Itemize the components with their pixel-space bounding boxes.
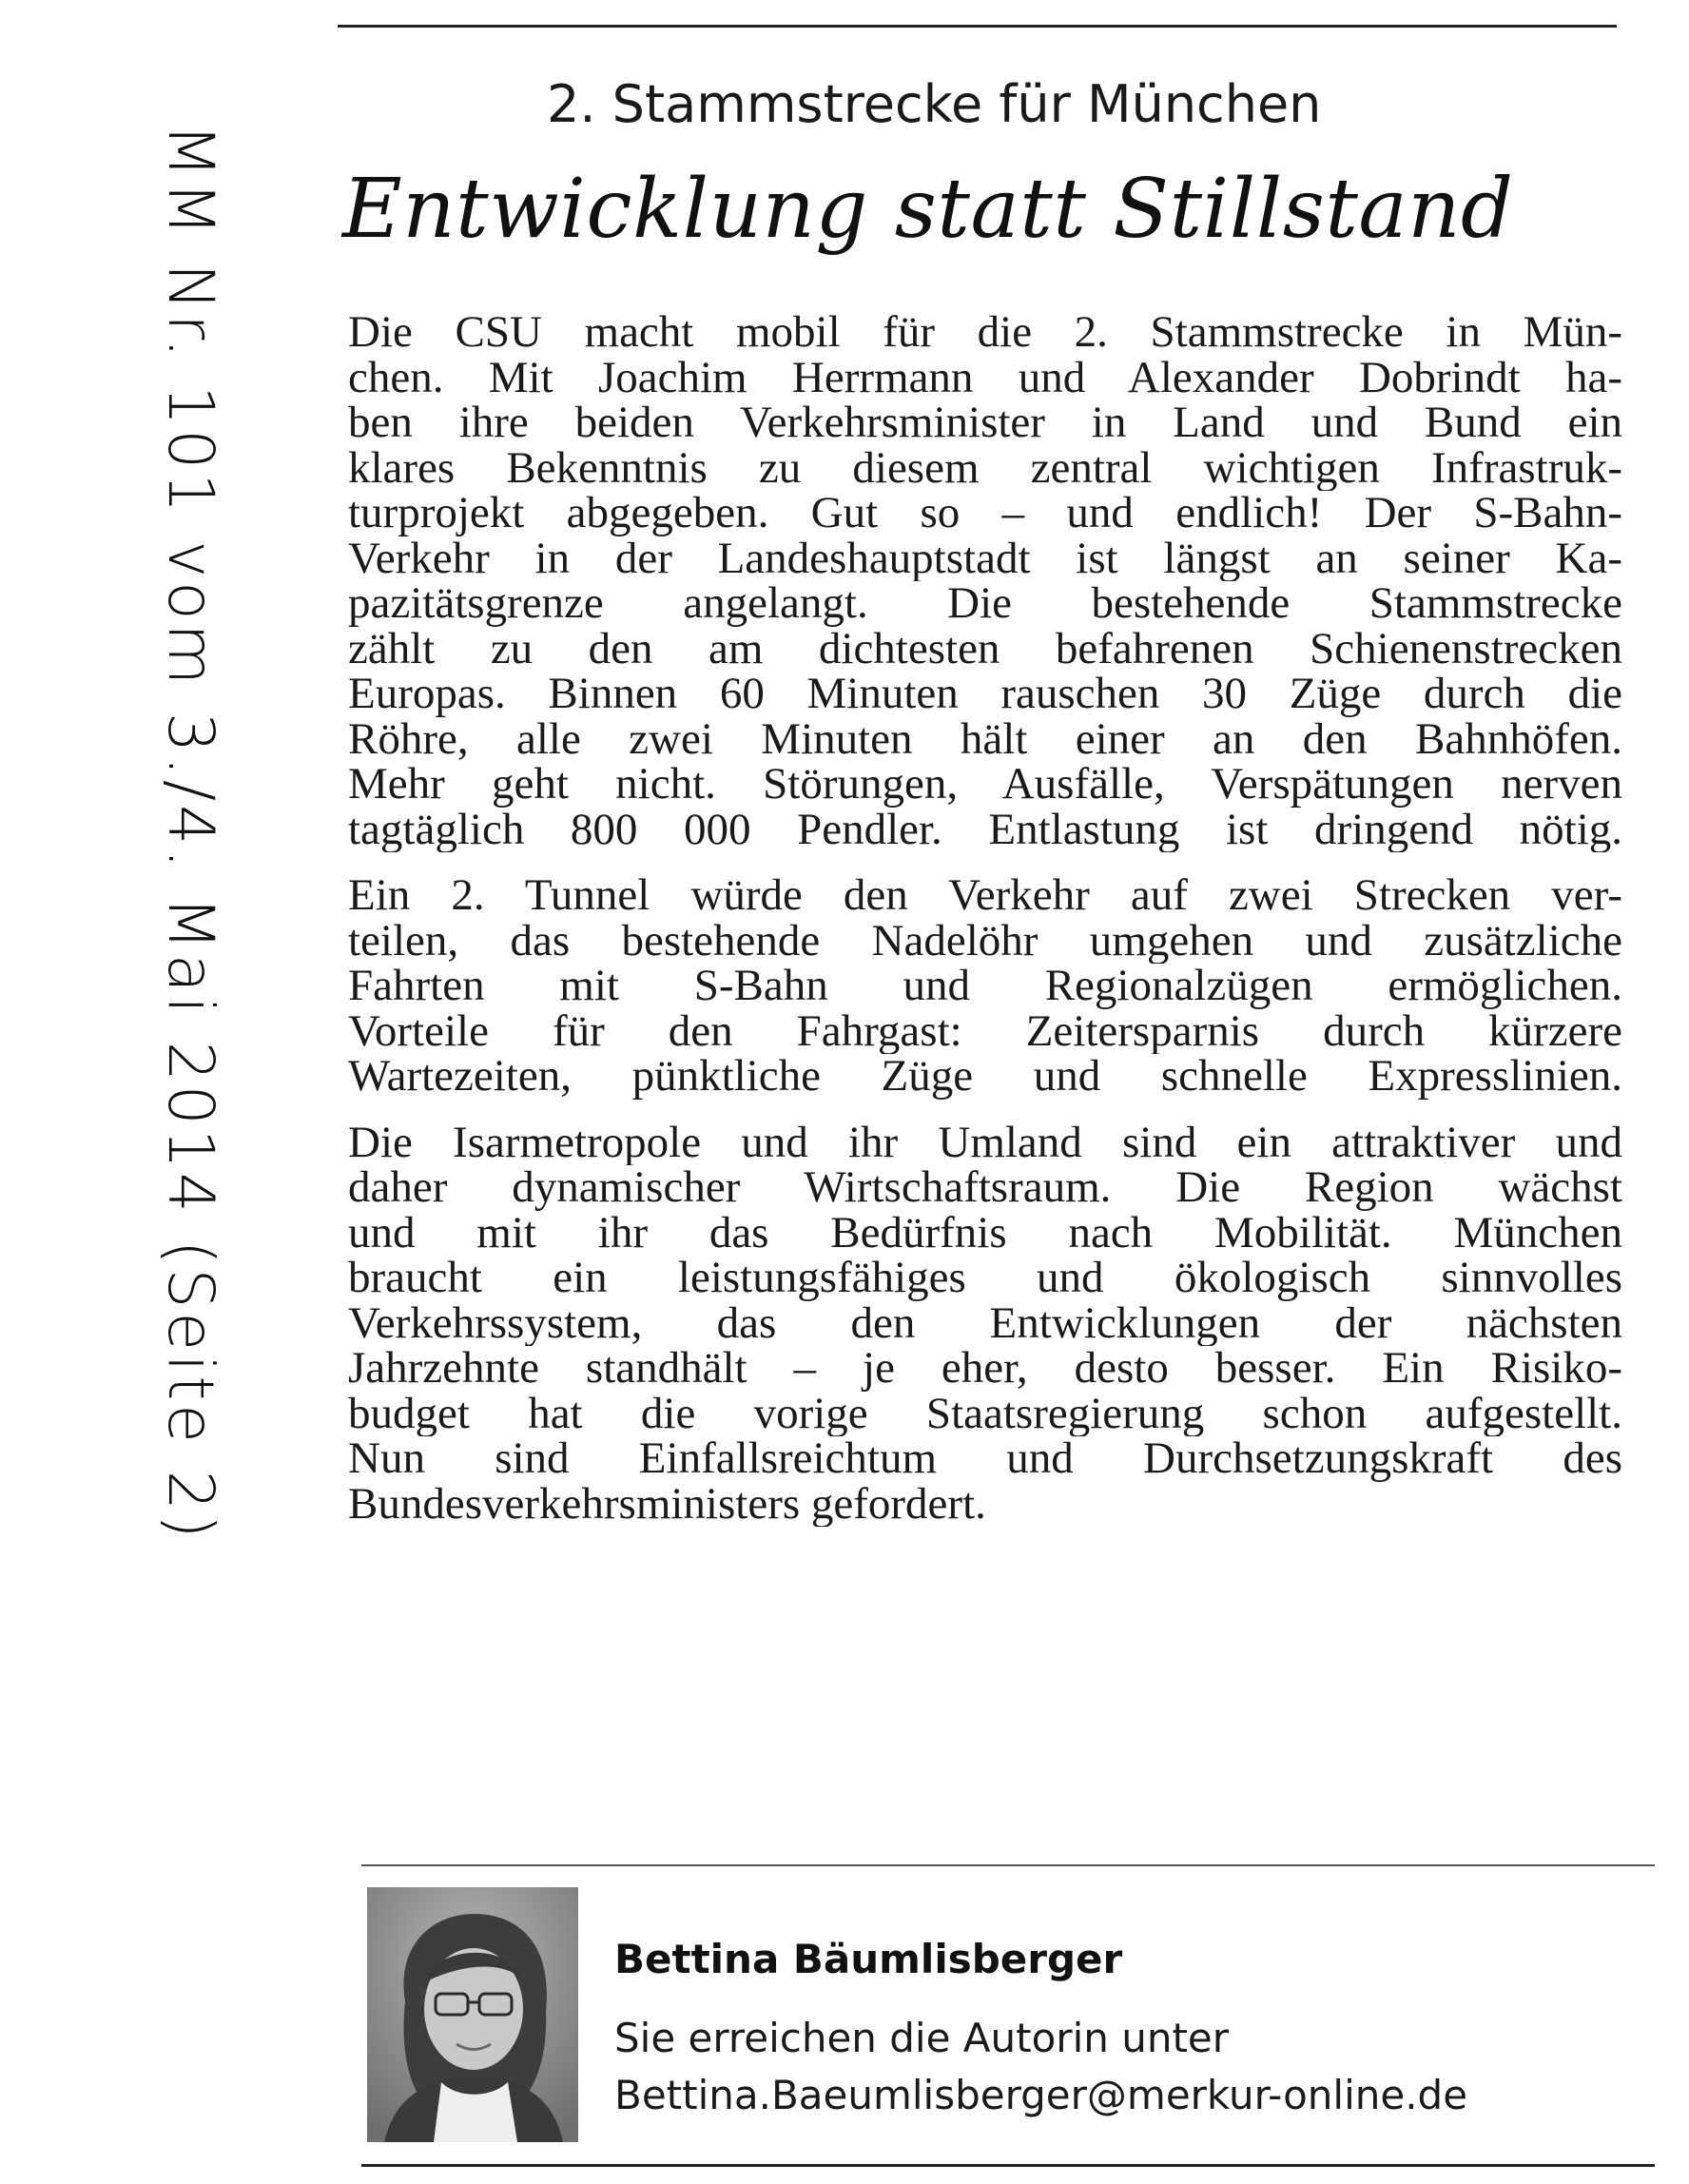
article-kicker: 2. Stammstrecke für München <box>547 74 1322 134</box>
text-line: Jahrzehnte standhält – je eher, desto besser. Ein Risiko- <box>348 1346 1622 1392</box>
text-line: braucht ein leistungsfähiges und ökologisch sinnvolles <box>348 1256 1622 1301</box>
author-photo <box>367 1887 578 2142</box>
text-line: Bundesverkehrsministers gefordert. <box>348 1481 986 1527</box>
text-line: und mit ihr das Bedürfnis nach Mobilität. München <box>348 1210 1622 1256</box>
article-body <box>348 310 1622 1548</box>
text-line: Die CSU macht mobil für die 2. Stammstrecke in Mün- <box>348 310 1622 356</box>
author-divider <box>361 1864 1655 1866</box>
text-line: Fahrten mit S-Bahn und Regionalzügen ermöglichen. <box>348 964 1622 1009</box>
text-line: chen. Mit Joachim Herrmann und Alexander Dobrindt ha- <box>348 355 1622 400</box>
text-line: Verkehrssystem, das den Entwicklungen der nächsten <box>348 1300 1622 1346</box>
text-line: tagtäglich 800 000 Pendler. Entlastung ist dringend nötig. <box>348 807 1622 852</box>
article-paragraph-1 <box>348 310 1622 852</box>
text-line: daher dynamischer Wirtschaftsraum. Die Region wächst <box>348 1165 1622 1211</box>
text-line: budget hat die vorige Staatsregierung schon aufgestellt. <box>348 1391 1622 1436</box>
top-rule <box>338 25 1617 28</box>
article-paragraph-3 <box>348 1121 1622 1528</box>
text-line: Verkehr in der Landeshauptstadt ist längst an seiner Ka- <box>348 536 1622 581</box>
bottom-rule <box>361 2164 1655 2167</box>
text-line: Vorteile für den Fahrgast: Zeitersparnis durch kürzere <box>348 1008 1622 1054</box>
text-line: Ein 2. Tunnel würde den Verkehr auf zwei Strecken ver- <box>348 873 1622 919</box>
text-line: Die Isarmetropole und ihr Umland sind ein attraktiver und <box>348 1120 1622 1165</box>
text-line: Europas. Binnen 60 Minuten rauschen 30 Züge durch die <box>348 672 1622 717</box>
text-line: klares Bekenntnis zu diesem zentral wichtigen Infrastruk- <box>348 445 1622 491</box>
text-line: zählt zu den am dichtesten befahrenen Schienenstrecken <box>348 626 1622 672</box>
author-portrait-image <box>367 1887 578 2142</box>
text-line: ben ihre beiden Verkehrsminister in Land und Bund ein <box>348 400 1622 446</box>
author-email[interactable]: Bettina.Baeumlisberger@merkur-online.de <box>614 2072 1468 2118</box>
text-line: Nun sind Einfallsreichtum und Durchsetzungskraft des <box>348 1436 1622 1482</box>
text-line: Wartezeiten, pünktliche Züge und schnelle Expresslinien. <box>348 1054 1622 1100</box>
article-paragraph-2 <box>348 873 1622 1100</box>
text-line: pazitätsgrenze angelangt. Die bestehende Stammstrecke <box>348 581 1622 627</box>
author-name: Bettina Bäumlisberger <box>614 1936 1123 1982</box>
author-contact-label: Sie erreichen die Autorin unter <box>614 2015 1230 2061</box>
handwritten-note: MM Nr. 101 vom 3./4. Mai 2014 (Seite 2) <box>154 124 227 1543</box>
text-line: Röhre, alle zwei Minuten hält einer an den Bahnhöfen. <box>348 716 1622 762</box>
text-line: teilen, das bestehende Nadelöhr umgehen und zusätzliche <box>348 918 1622 964</box>
text-line: Mehr geht nicht. Störungen, Ausfälle, Verspätungen nerven <box>348 762 1622 808</box>
article-headline: Entwicklung statt Stillstand <box>342 162 1514 257</box>
text-line: turprojekt abgegeben. Gut so – und endlich! Der S-Bahn- <box>348 491 1622 536</box>
